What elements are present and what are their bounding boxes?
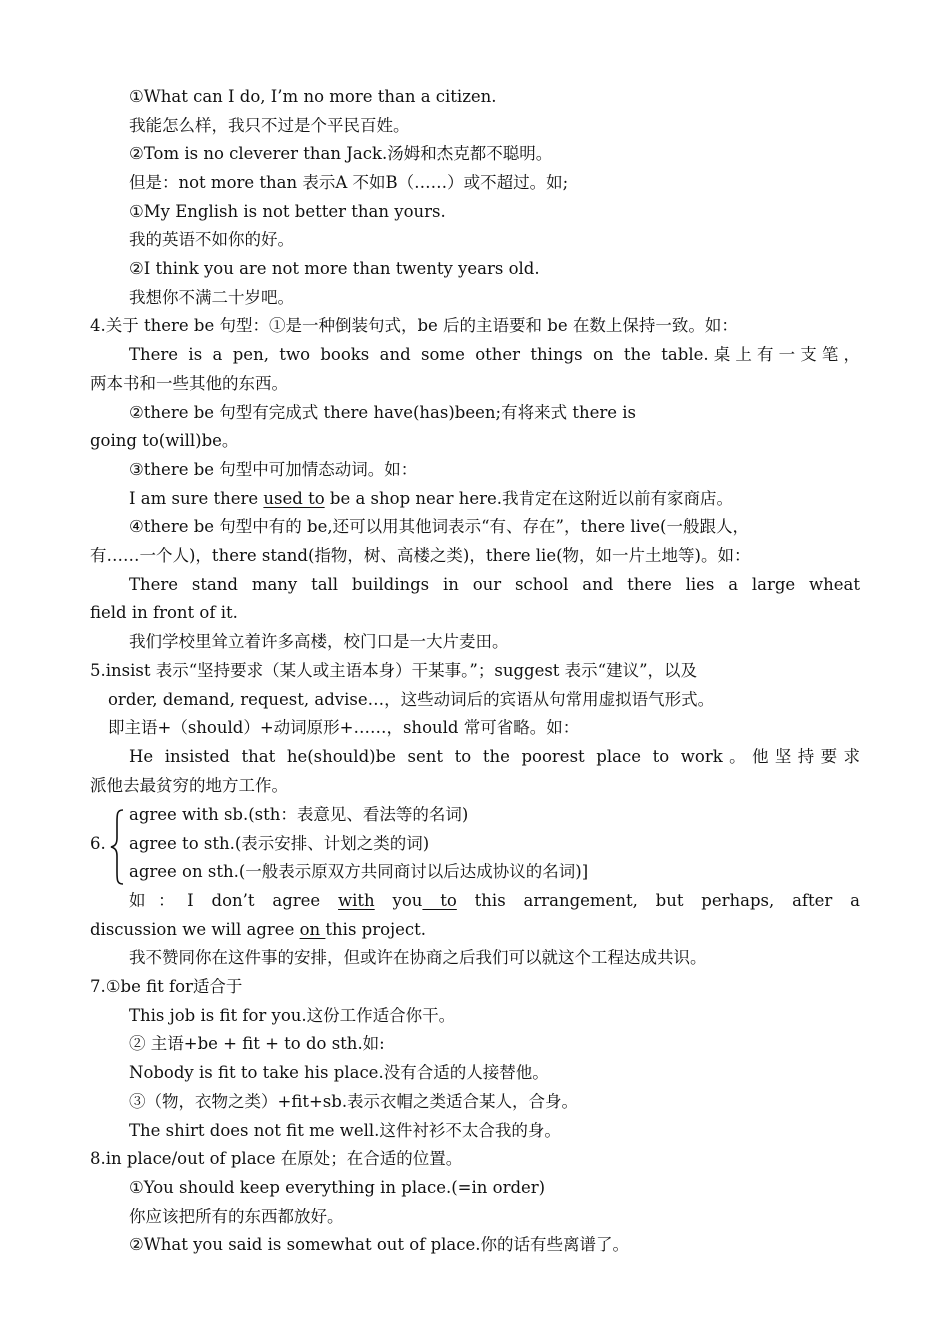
text-line: ①You should keep everything in place.(=in order)	[129, 1178, 546, 1197]
section-5-heading: 5.insist 表示“坚持要求（某人或主语本身）干某事。”；suggest 表示“建议”，以及	[90, 661, 698, 680]
text-line: 我的英语不如你的好。	[129, 230, 294, 249]
section-6-number: 6.	[90, 834, 106, 853]
text-span: you	[374, 891, 423, 910]
text-line: ③（物，衣物之类）+fit+sb.表示衣帽之类适合某人，合身。	[129, 1092, 579, 1111]
underlined-term: used to	[263, 489, 325, 508]
text-line: ④there be 句型中有的 be,还可以用其他词表示“有、存在”，there live(一般跟人，	[129, 517, 749, 536]
text-line: There is a pen, two books and some other things on the table.桌上有一支笔，	[129, 345, 860, 364]
text-line: ② 主语+be + fit + to do sth.如:	[129, 1034, 385, 1053]
section-8-heading: 8.in place/out of place 在原处；在合适的位置。	[90, 1149, 463, 1168]
curly-brace-icon	[108, 808, 126, 886]
text-line: 我们学校里耸立着许多高楼，校门口是一大片麦田。	[129, 632, 509, 651]
text-line	[129, 890, 860, 912]
text-line: Nobody is fit to take his place.没有合适的人接替他。	[129, 1063, 549, 1082]
text-line	[90, 919, 426, 941]
text-span: 如：I don’t agree	[129, 891, 339, 910]
section-7-heading: 7.①be fit for适合于	[90, 977, 243, 996]
text-span: discussion we will agree	[90, 920, 300, 939]
text-line: 你应该把所有的东西都放好。	[129, 1207, 344, 1226]
text-line	[129, 488, 733, 510]
text-line: field in front of it.	[90, 603, 238, 622]
text-line: ①What can I do, I’m no more than a citizen.	[129, 87, 497, 106]
text-line: There stand many tall buildings in our school and there lies a large wheat	[129, 575, 860, 594]
text-span: this project.	[325, 920, 427, 939]
text-line: 我想你不满二十岁吧。	[129, 288, 294, 307]
text-line: The shirt does not fit me well.这件衬衫不太合我的身。	[129, 1121, 561, 1140]
text-line: ③there be 句型中可加情态动词。如：	[129, 460, 418, 479]
text-line: 我不赞同你在这件事的安排，但或许在协商之后我们可以就这个工程达成共识。	[129, 948, 707, 967]
text-line: 两本书和一些其他的东西。	[90, 374, 288, 393]
text-span: I am sure there	[129, 489, 264, 508]
text-line: order, demand, request, advise…，这些动词后的宾语从句常用虚拟语气形式。	[108, 690, 715, 709]
text-span: this arrangement, but perhaps, after a	[456, 891, 860, 910]
text-line: 即主语+（should）+动词原形+……，should 常可省略。如：	[108, 718, 580, 737]
text-line: 我能怎么样，我只不过是个平民百姓。	[129, 116, 410, 135]
text-line: This job is fit for you.这份工作适合你干。	[129, 1006, 456, 1025]
text-line: agree to sth.(表示安排、计划之类的词)	[129, 834, 430, 853]
underlined-term: on	[299, 920, 326, 939]
text-line: agree with sb.(sth：表意见、看法等的名词)	[129, 805, 469, 824]
text-span: be a shop near here.我肯定在这附近以前有家商店。	[324, 489, 734, 508]
text-line: 有……一个人)，there stand(指物，树、高楼之类)，there lie(物，如一片土地等)。如：	[90, 546, 751, 565]
text-line: ②I think you are not more than twenty years old.	[129, 259, 540, 278]
underlined-term: with	[338, 891, 375, 910]
text-line: 但是：not more than 表示A 不如B（……）或不超过。如;	[129, 173, 569, 192]
section-4-heading: 4.关于 there be 句型：①是一种倒装句式，be 后的主语要和 be 在数上保持一致。如：	[90, 316, 738, 335]
text-line: agree on sth.(一般表示原双方共同商讨以后达成协议的名词)]	[129, 862, 589, 881]
text-line: ①My English is not better than yours.	[129, 202, 446, 221]
text-line: going to(will)be。	[90, 431, 239, 450]
text-line: 派他去最贫穷的地方工作。	[90, 776, 288, 795]
text-line: ②there be 句型有完成式 there have(has)been;有将来式 there is	[129, 403, 636, 422]
text-line: ②Tom is no cleverer than Jack.汤姆和杰克都不聪明。	[129, 144, 553, 163]
text-line: He insisted that he(should)be sent to the poorest place to work。他坚持要求	[129, 747, 860, 766]
text-line: ②What you said is somewhat out of place.你的话有些离谱了。	[129, 1235, 630, 1254]
underlined-term: to	[422, 891, 457, 910]
